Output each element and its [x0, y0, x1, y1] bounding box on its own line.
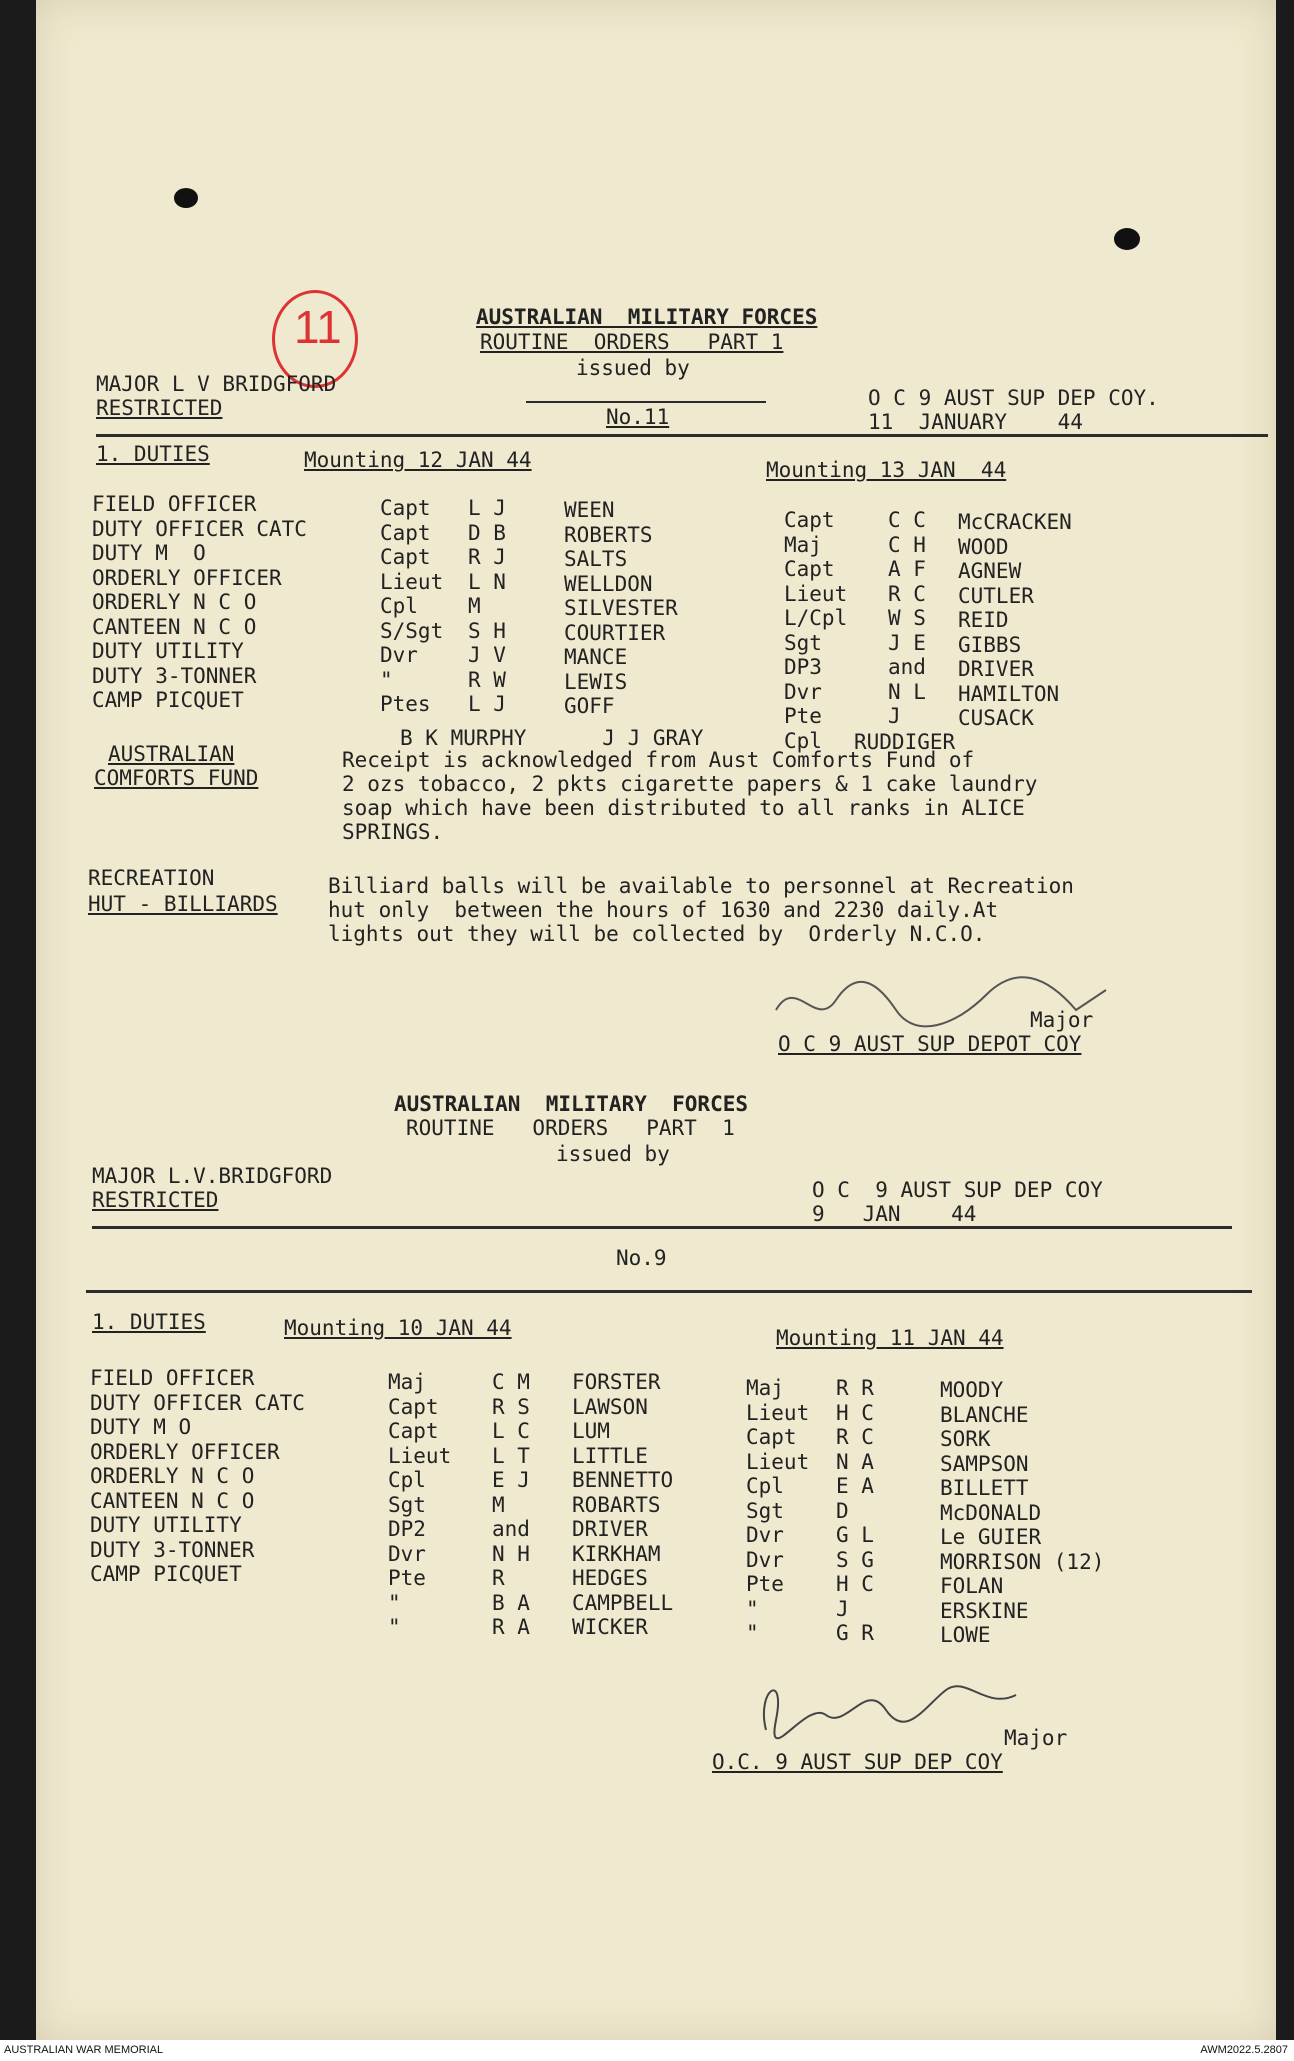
rank: Sgt	[746, 1498, 784, 1523]
rank: Dvr	[388, 1541, 426, 1566]
duty-label: CAMP PICQUET	[92, 688, 244, 712]
initials: N H	[492, 1541, 530, 1566]
rank: Capt	[388, 1394, 439, 1419]
surname: LEWIS	[564, 669, 628, 694]
initials: N L	[888, 679, 926, 704]
duty-label: ORDERLY N C O	[90, 1464, 255, 1488]
initials: J	[888, 704, 901, 728]
rank: Pte	[388, 1566, 426, 1590]
surname: BENNETTO	[572, 1468, 674, 1492]
initials: D B	[468, 520, 506, 545]
surname: WICKER	[572, 1615, 648, 1639]
divider	[96, 434, 1268, 437]
surname: COURTIER	[564, 620, 666, 645]
order1-restricted: RESTRICTED	[96, 396, 223, 420]
initials: C H	[888, 532, 926, 557]
initials: and	[492, 1517, 530, 1541]
initials: D	[836, 1498, 849, 1523]
order1-title: AUSTRALIAN MILITARY FORCES	[476, 305, 818, 329]
fund-heading: AUSTRALIAN	[108, 742, 235, 766]
surname: LOWE	[940, 1623, 991, 1647]
order1-col-a-init	[468, 496, 506, 717]
footer-right: AWM2022.5.2807	[1200, 2044, 1288, 2056]
divider	[86, 1290, 1252, 1293]
rank: Maj	[784, 532, 822, 557]
rank: Lieut	[380, 569, 444, 594]
duty-label: CAMP PICQUET	[90, 1562, 242, 1586]
surname: SALTS	[564, 547, 628, 571]
signature-2-unit: O.C. 9 AUST SUP DEP COY	[712, 1750, 1003, 1774]
initials: L N	[468, 569, 506, 594]
punch-hole-left	[174, 188, 198, 208]
duty-label: DUTY UTILITY	[90, 1513, 242, 1537]
initials: R A	[492, 1615, 530, 1639]
initials: J	[836, 1596, 849, 1621]
rank: Capt	[380, 545, 431, 569]
initials: R R	[836, 1376, 874, 1400]
initials: M	[468, 594, 481, 618]
order2-col-b-rank	[746, 1376, 809, 1646]
surname: GIBBS	[958, 632, 1022, 657]
order1-mount-a: Mounting 12 JAN 44	[304, 448, 532, 472]
initials: R	[492, 1566, 505, 1590]
punch-hole-right	[1114, 228, 1140, 250]
rank: Ptes	[380, 692, 431, 716]
duty-label: ORDERLY N C O	[92, 590, 257, 614]
initials: and	[888, 655, 926, 679]
divider	[92, 1226, 1232, 1229]
surname: DRIVER	[958, 657, 1034, 681]
order2-col-a-rank	[388, 1370, 451, 1640]
surname: WOOD	[958, 534, 1009, 559]
initials: C C	[888, 508, 926, 532]
duty-label: ORDERLY OFFICER	[92, 565, 282, 590]
order2-col-b-name	[940, 1378, 1104, 1648]
order1-col-b-last-name: RUDDIGER	[854, 730, 956, 754]
order2-col-a-init	[492, 1370, 530, 1640]
initials: L T	[492, 1443, 530, 1468]
order2-major: MAJOR L.V.BRIDGFORD	[92, 1164, 333, 1188]
rank: Capt	[380, 520, 431, 545]
duty-label: DUTY UTILITY	[92, 639, 244, 663]
initials: H C	[836, 1572, 874, 1596]
initials: W S	[888, 606, 926, 630]
rec-heading: RECREATION	[88, 866, 215, 890]
order1-subtitle: ROUTINE ORDERS PART 1	[480, 330, 784, 354]
rank: Sgt	[388, 1492, 426, 1517]
initials: N A	[836, 1449, 874, 1474]
rank: Pte	[784, 704, 822, 728]
order2-mount-b: Mounting 11 JAN 44	[776, 1326, 1004, 1350]
fund-text-line: soap which have been distributed to all ranks in ALICE	[342, 796, 1025, 820]
surname: DRIVER	[572, 1517, 648, 1541]
order2-title: AUSTRALIAN MILITARY FORCES	[394, 1092, 749, 1116]
rank: Dvr	[784, 679, 822, 704]
rank: Lieut	[746, 1400, 810, 1425]
surname: WELLDON	[564, 571, 653, 596]
rank: Capt	[746, 1425, 797, 1449]
order1-col-a-rank	[380, 496, 443, 717]
surname: LITTLE	[572, 1443, 648, 1468]
order1-duty-list	[92, 492, 307, 713]
rank: Cpl	[380, 594, 418, 618]
rank: Maj	[746, 1376, 784, 1400]
surname: BILLETT	[940, 1476, 1029, 1500]
duty-label: FIELD OFFICER	[90, 1366, 255, 1390]
initials: E J	[492, 1468, 530, 1492]
surname: LAWSON	[572, 1394, 648, 1419]
rec-text-line: hut only between the hours of 1630 and 2230 daily.At	[328, 898, 999, 922]
initials: G L	[836, 1523, 874, 1547]
order1-mount-b: Mounting 13 JAN 44	[766, 458, 1007, 482]
rank: Dvr	[380, 643, 418, 667]
rec-heading-2: HUT - BILLIARDS	[88, 892, 278, 916]
footer-bar	[0, 2040, 1294, 2061]
rank: Cpl	[784, 728, 822, 753]
surname: CUSACK	[958, 706, 1034, 730]
signature-2-rank: Major	[1004, 1726, 1068, 1750]
order1-col-b-init	[888, 508, 926, 753]
rank: Cpl	[746, 1474, 784, 1498]
initials: J E	[888, 630, 926, 655]
order1-number: No.11	[606, 405, 670, 429]
order1-col-a-extra: B K MURPHY J J GRAY	[400, 726, 704, 750]
duty-label: DUTY 3-TONNER	[92, 663, 257, 688]
duty-label: DUTY 3-TONNER	[90, 1537, 255, 1562]
order1-section: 1. DUTIES	[96, 442, 210, 466]
signature-1	[756, 970, 1156, 1040]
rank: "	[746, 1596, 759, 1621]
surname: ROBERTS	[564, 522, 653, 547]
duty-label: ORDERLY OFFICER	[90, 1439, 280, 1464]
surname: FORSTER	[572, 1370, 661, 1394]
order1-oc: O C 9 AUST SUP DEP COY.	[868, 386, 1159, 410]
order2-number: No.9	[616, 1246, 667, 1270]
order2-date: 9 JAN 44	[812, 1202, 977, 1226]
rank: Lieut	[746, 1449, 810, 1474]
rank: Dvr	[746, 1523, 784, 1547]
signature-1-unit: O C 9 AUST SUP DEPOT COY	[778, 1032, 1082, 1056]
rank: Dvr	[746, 1547, 784, 1572]
surname: MANCE	[564, 645, 628, 669]
surname: Le GUIER	[940, 1525, 1042, 1549]
initials: R S	[492, 1394, 530, 1419]
order2-mount-a: Mounting 10 JAN 44	[284, 1316, 512, 1340]
surname: FOLAN	[940, 1574, 1004, 1598]
rank: Cpl	[388, 1468, 426, 1492]
surname: MORRISON (12)	[940, 1549, 1105, 1574]
surname: McCRACKEN	[958, 510, 1072, 534]
order1-col-a-name	[564, 498, 678, 719]
surname: ROBARTS	[572, 1492, 661, 1517]
circled-number: 11	[294, 301, 342, 353]
initials: R J	[468, 545, 506, 569]
initials: G R	[836, 1621, 874, 1645]
rank: Sgt	[784, 630, 822, 655]
rank: Pte	[746, 1572, 784, 1596]
surname: SILVESTER	[564, 596, 678, 620]
duty-label: FIELD OFFICER	[92, 492, 257, 516]
duty-label: DUTY M O	[90, 1415, 192, 1439]
rank: "	[388, 1590, 401, 1615]
duty-label: CANTEEN N C O	[90, 1488, 255, 1513]
rank: Lieut	[388, 1443, 452, 1468]
initials: A F	[888, 557, 926, 581]
initials: M	[492, 1492, 505, 1517]
initials: L J	[468, 496, 506, 520]
order2-restricted: RESTRICTED	[92, 1188, 219, 1212]
fund-text-line: SPRINGS.	[342, 820, 444, 844]
surname: HEDGES	[572, 1566, 648, 1590]
order2-col-b-init	[836, 1376, 874, 1646]
rank: S/Sgt	[380, 618, 444, 643]
initials: H C	[836, 1400, 874, 1425]
rank: DP2	[388, 1517, 426, 1541]
surname: KIRKHAM	[572, 1541, 661, 1566]
fund-text-line: Receipt is acknowledged from Aust Comforts Fund of	[342, 748, 975, 772]
surname: BLANCHE	[940, 1402, 1029, 1427]
surname: CUTLER	[958, 583, 1034, 608]
initials: E A	[836, 1474, 874, 1498]
initials: S G	[836, 1547, 874, 1572]
initials: J V	[468, 643, 506, 667]
initials: B A	[492, 1590, 530, 1615]
rank: "	[746, 1621, 759, 1645]
initials: R W	[468, 667, 506, 692]
rank: DP3	[784, 655, 822, 679]
order2-oc: O C 9 AUST SUP DEP COY	[812, 1178, 1103, 1202]
order2-duty-list	[90, 1366, 305, 1587]
initials: R C	[888, 581, 926, 606]
surname: SAMPSON	[940, 1451, 1029, 1476]
initials: L J	[468, 692, 506, 716]
rank: Lieut	[784, 581, 848, 606]
footer-left: AUSTRALIAN WAR MEMORIAL	[4, 2044, 164, 2056]
rank: Capt	[784, 508, 835, 532]
surname: WEEN	[564, 498, 615, 522]
surname: ERSKINE	[940, 1598, 1029, 1623]
order1-issued-by: issued by	[576, 356, 690, 380]
order2-subtitle: ROUTINE ORDERS PART 1	[406, 1116, 735, 1140]
order2-col-a-name	[572, 1370, 673, 1640]
initials: S H	[468, 618, 506, 643]
surname: GOFF	[564, 694, 615, 718]
order1-col-b-name	[958, 510, 1072, 731]
order1-col-b-rank	[784, 508, 847, 753]
fund-heading-2: COMFORTS FUND	[94, 766, 259, 790]
document-page	[36, 0, 1276, 2040]
rank: "	[388, 1615, 401, 1639]
order2-section: 1. DUTIES	[92, 1310, 206, 1334]
initials: R C	[836, 1425, 874, 1449]
surname: REID	[958, 608, 1009, 632]
surname: AGNEW	[958, 559, 1022, 583]
order1-date: 11 JANUARY 44	[868, 410, 1083, 434]
surname: McDONALD	[940, 1500, 1042, 1525]
rec-text-line: Billiard balls will be available to personnel at Recreation	[328, 874, 1074, 898]
initials: C M	[492, 1370, 530, 1394]
rec-text-line: lights out they will be collected by Orderly N.C.O.	[328, 922, 986, 946]
surname: MOODY	[940, 1378, 1004, 1402]
surname: HAMILTON	[958, 681, 1060, 706]
duty-label: DUTY M O	[92, 541, 206, 565]
duty-label: DUTY OFFICER CATC	[90, 1390, 305, 1415]
duty-label: DUTY OFFICER CATC	[92, 516, 307, 541]
rank: Capt	[388, 1419, 439, 1443]
surname: CAMPBELL	[572, 1590, 674, 1615]
surname: SORK	[940, 1427, 991, 1451]
initials: L C	[492, 1419, 530, 1443]
duty-label: CANTEEN N C O	[92, 614, 257, 639]
order1-major: MAJOR L V BRIDGFORD	[96, 372, 337, 396]
rank: Maj	[388, 1370, 426, 1394]
divider	[526, 401, 766, 403]
rank: "	[380, 667, 393, 692]
surname: LUM	[572, 1419, 610, 1443]
fund-text-line: 2 ozs tobacco, 2 pkts cigarette papers & 1 cake laundry	[342, 772, 1038, 796]
rank: L/Cpl	[784, 606, 848, 630]
signature-1-rank: Major	[1030, 1008, 1094, 1032]
order2-issued-by: issued by	[556, 1142, 670, 1166]
rank: Capt	[380, 496, 431, 520]
rank: Capt	[784, 557, 835, 581]
